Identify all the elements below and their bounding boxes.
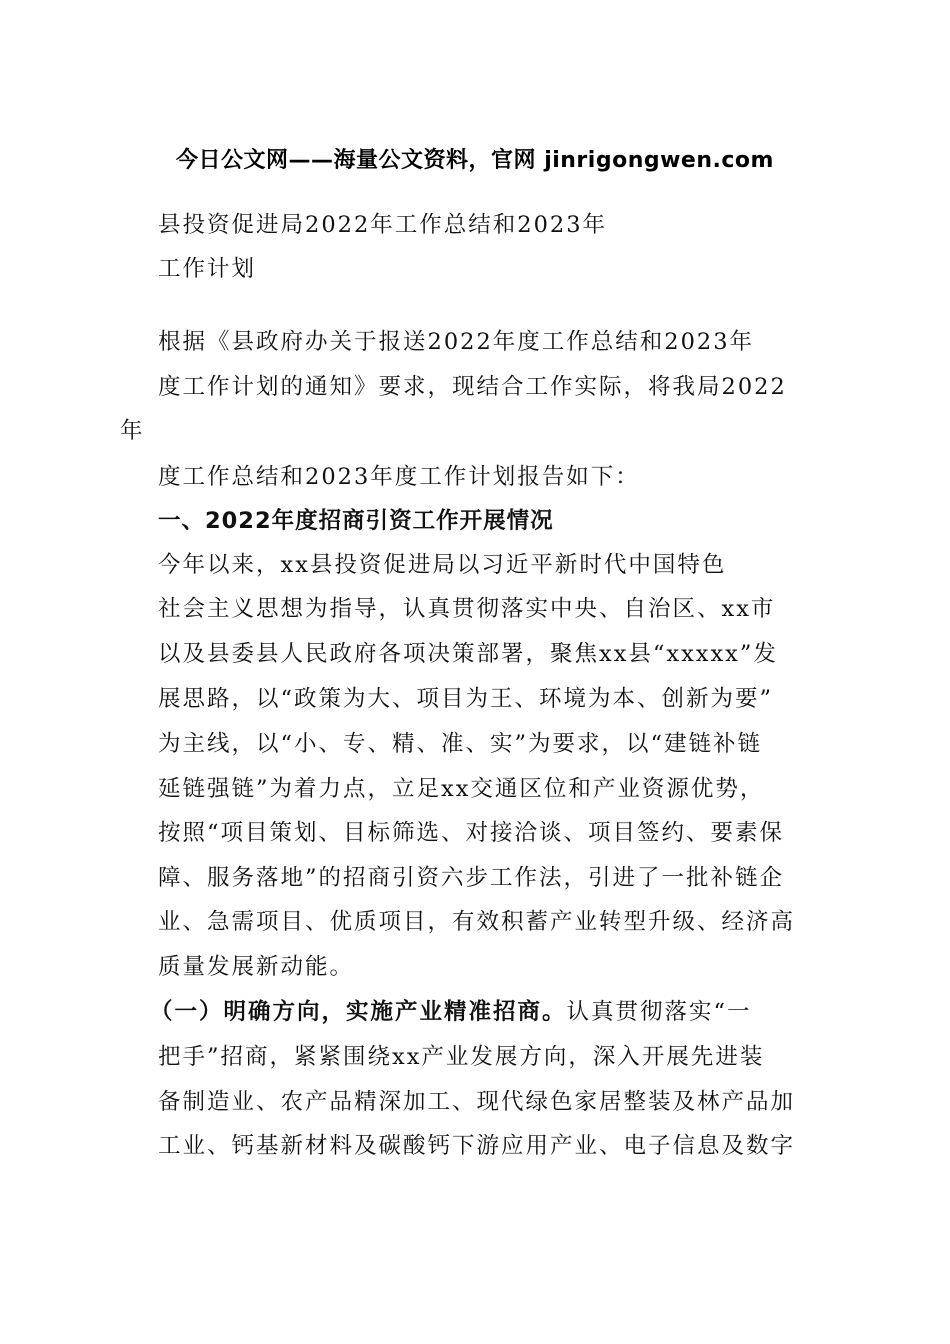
section-heading: 一、2022年度招商引资工作开展情况 xyxy=(158,508,554,534)
paragraph-line: 社会主义思想为指导，认真贯彻落实中央、自治区、xx市 xyxy=(158,596,776,622)
paragraph-line: 障、服务落地”的招商引资六步工作法，引进了一批补链企 xyxy=(158,865,785,891)
paragraph-line: 以及县委县人民政府各项决策部署，聚焦xx县“xxxxx”发 xyxy=(158,641,778,667)
paragraph-line: 把手”招商，紧紧围绕xx产业发展方向，深入开展先进装 xyxy=(158,1044,765,1070)
paragraph-line: 今年以来，xx县投资促进局以习近平新时代中国特色 xyxy=(158,552,727,578)
intro-line-3: 年 xyxy=(120,418,145,444)
paragraph-line: 业、急需项目、优质项目，有效积蓄产业转型升级、经济高 xyxy=(158,909,796,935)
paragraph-line: 工业、钙基新材料及碳酸钙下游应用产业、电子信息及数字 xyxy=(158,1133,796,1159)
paragraph-line: 按照“项目策划、目标筛选、对接洽谈、项目签约、要素保 xyxy=(158,820,785,846)
title-line-2: 工作计划 xyxy=(158,256,257,282)
paragraph-line: 延链强链”为着力点，立足xx交通区位和产业资源优势， xyxy=(158,776,765,802)
subsection-heading-rest: 认真贯彻落实“一 xyxy=(566,999,752,1025)
intro-line-2: 度工作计划的通知》要求，现结合工作实际，将我局2022 xyxy=(158,374,787,400)
paragraph-line: 质量发展新动能。 xyxy=(158,954,355,980)
site-header: 今日公文网——海量公文资料，官网 jinrigongwen.com xyxy=(176,148,774,173)
intro-line-1: 根据《县政府办关于报送2022年度工作总结和2023年 xyxy=(158,329,755,355)
intro-line-4: 度工作总结和2023年度工作计划报告如下： xyxy=(158,464,640,490)
subsection-heading: （一）明确方向，实施产业精准招商。 xyxy=(150,999,567,1025)
subsection-line xyxy=(150,997,752,1027)
title-line-1: 县投资促进局2022年工作总结和2023年 xyxy=(158,212,608,238)
paragraph-line: 展思路，以“政策为大、项目为王、环境为本、创新为要” xyxy=(158,686,774,712)
paragraph-line: 为主线，以“小、专、精、准、实”为要求，以“建链补链 xyxy=(158,731,763,757)
paragraph-line: 备制造业、农产品精深加工、现代绿色家居整装及林产品加 xyxy=(158,1089,796,1115)
